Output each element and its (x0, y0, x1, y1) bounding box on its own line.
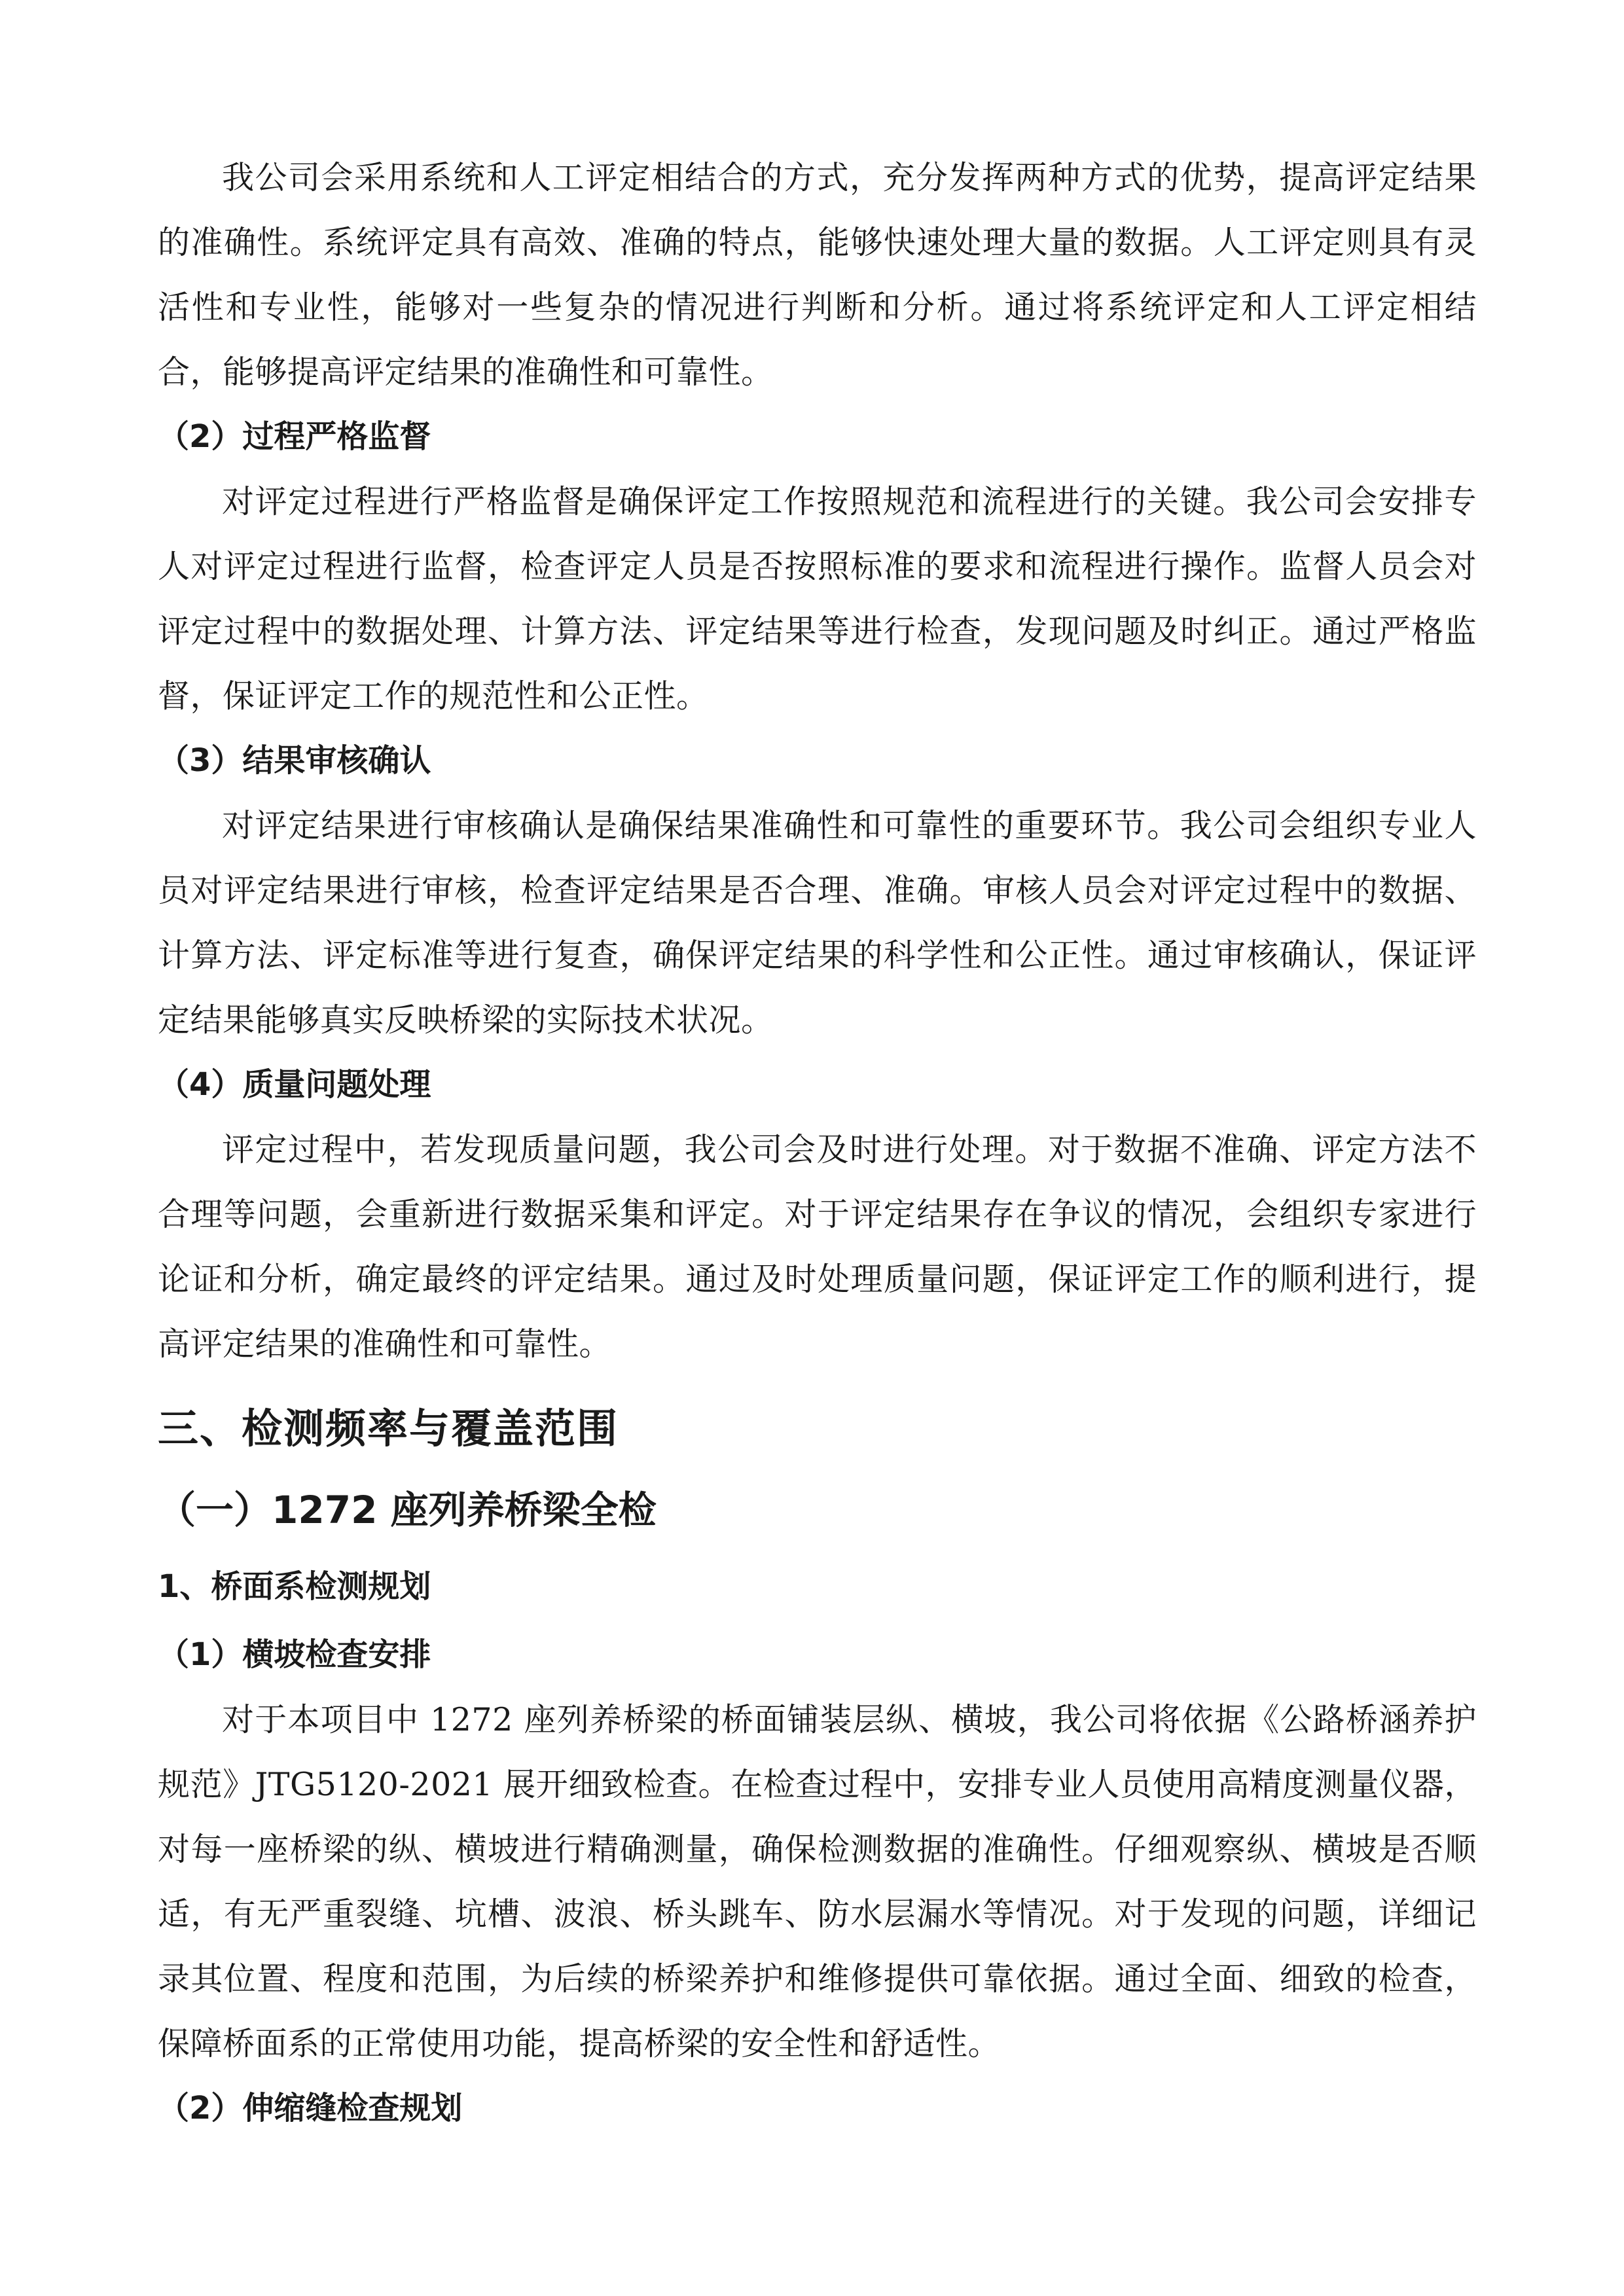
subheading-process-supervision: （2）过程严格监督 (158, 418, 431, 455)
paragraph-evaluation-methods: 我公司会采用系统和人工评定相结合的方式，充分发挥两种方式的优势，提高评定结果的准确性。系统评定具有高效、准确的特点，能够快速处理大量的数据。人工评定则具有灵活性和专业性，能够对一些复杂的情况进行判断和分析。通过将系统评定和人工评定相结合，能够提高评定结果的准确性和可靠性。 (158, 159, 1477, 391)
section-heading-full-inspection: （一）1272 座列养桥梁全检 (158, 1488, 657, 1532)
subheading-result-review: （3）结果审核确认 (158, 742, 431, 779)
subheading-quality-issue-handling: （4）质量问题处理 (158, 1066, 431, 1103)
paragraph-process-supervision: 对评定过程进行严格监督是确保评定工作按照规范和流程进行的关键。我公司会安排专人对评定过程进行监督，检查评定人员是否按照标准的要求和流程进行操作。监督人员会对评定过程中的数据处理、计算方法、评定结果等进行检查，发现问题及时纠正。通过严格监督，保证评定工作的规范性和公正性。 (158, 483, 1477, 715)
subheading-expansion-joint-plan: （2）伸缩缝检查规划 (158, 2090, 463, 2126)
section-heading-frequency-coverage: 三、检测频率与覆盖范围 (158, 1405, 619, 1452)
paragraph-cross-slope-inspection: 对于本项目中 1272 座列养桥梁的桥面铺装层纵、横坡，我公司将依据《公路桥涵养护规范》JTG5120-2021 展开细致检查。在检查过程中，安排专业人员使用高精度测量仪器，对每一座桥梁的纵、横坡进行精确测量，确保检测数据的准确性。仔细观察纵、横坡是否顺适，有无严重裂缝、坑槽、波浪、桥头跳车、防水层漏水等情况。对于发现的问题，详细记录其位置、程度和范围，为后续的桥梁养护和维修提供可靠依据。通过全面、细致的检查，保障桥面系的正常使用功能，提高桥梁的安全性和舒适性。 (158, 1701, 1477, 2062)
section-heading-deck-system-plan: 1、桥面系检测规划 (158, 1568, 431, 1605)
subheading-cross-slope-inspection: （1）横坡检查安排 (158, 1636, 431, 1673)
paragraph-quality-issue-handling: 评定过程中，若发现质量问题，我公司会及时进行处理。对于数据不准确、评定方法不合理等问题，会重新进行数据采集和评定。对于评定结果存在争议的情况，会组织专家进行论证和分析，确定最终的评定结果。通过及时处理质量问题，保证评定工作的顺利进行，提高评定结果的准确性和可靠性。 (158, 1131, 1477, 1363)
paragraph-result-review: 对评定结果进行审核确认是确保结果准确性和可靠性的重要环节。我公司会组织专业人员对评定结果进行审核，检查评定结果是否合理、准确。审核人员会对评定过程中的数据、计算方法、评定标准等进行复查，确保评定结果的科学性和公正性。通过审核确认，保证评定结果能够真实反映桥梁的实际技术状况。 (158, 807, 1477, 1039)
